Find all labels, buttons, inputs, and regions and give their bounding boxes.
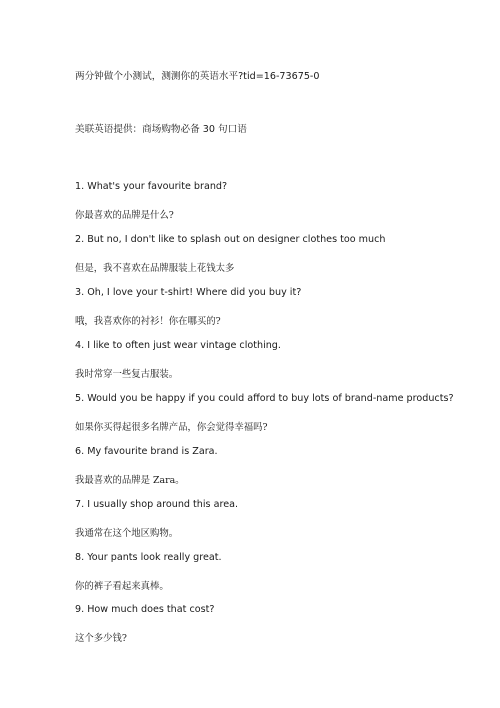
phrase-6-chinese: 我最喜欢的品牌是 Zara。	[75, 475, 185, 486]
phrase-3-chinese: 哦，我喜欢你的衬衫！你在哪买的?	[75, 316, 221, 327]
phrase-8-chinese: 你的裤子看起来真棒。	[75, 581, 169, 592]
phrase-7-english: 7. I usually shop around this area.	[75, 499, 239, 510]
phrase-5-chinese: 如果你买得起很多名牌产品，你会觉得幸福吗?	[75, 422, 268, 433]
phrase-1-english: 1. What's your favourite brand?	[75, 181, 228, 192]
phrase-2-english: 2. But no, I don't like to splash out on designer clothes too much	[75, 234, 386, 245]
phrase-9-english: 9. How much does that cost?	[75, 604, 215, 615]
phrase-4-chinese: 我时常穿一些复古服装。	[75, 369, 179, 380]
phrase-3-english: 3. Oh, I love your t-shirt! Where did you buy it?	[75, 287, 302, 298]
phrase-5-english: 5. Would you be happy if you could afford to buy lots of brand-name products?	[75, 393, 454, 404]
phrase-8-english: 8. Your pants look really great.	[75, 552, 222, 563]
phrase-6-english: 6. My favourite brand is Zara.	[75, 446, 218, 457]
phrase-1-chinese: 你最喜欢的品牌是什么?	[75, 210, 174, 221]
quiz-link[interactable]: 两分钟做个小测试，测测你的英语水平?tid=16-73675-0	[75, 71, 320, 82]
phrase-4-english: 4. I like to often just wear vintage clothing.	[75, 340, 281, 351]
phrase-7-chinese: 我通常在这个地区购物。	[75, 528, 179, 539]
phrase-9-chinese: 这个多少钱?	[75, 633, 127, 644]
document-subtitle: 美联英语提供：商场购物必备 30 句口语	[75, 124, 247, 135]
phrase-2-chinese: 但是，我不喜欢在品牌服装上花钱太多	[75, 263, 235, 274]
